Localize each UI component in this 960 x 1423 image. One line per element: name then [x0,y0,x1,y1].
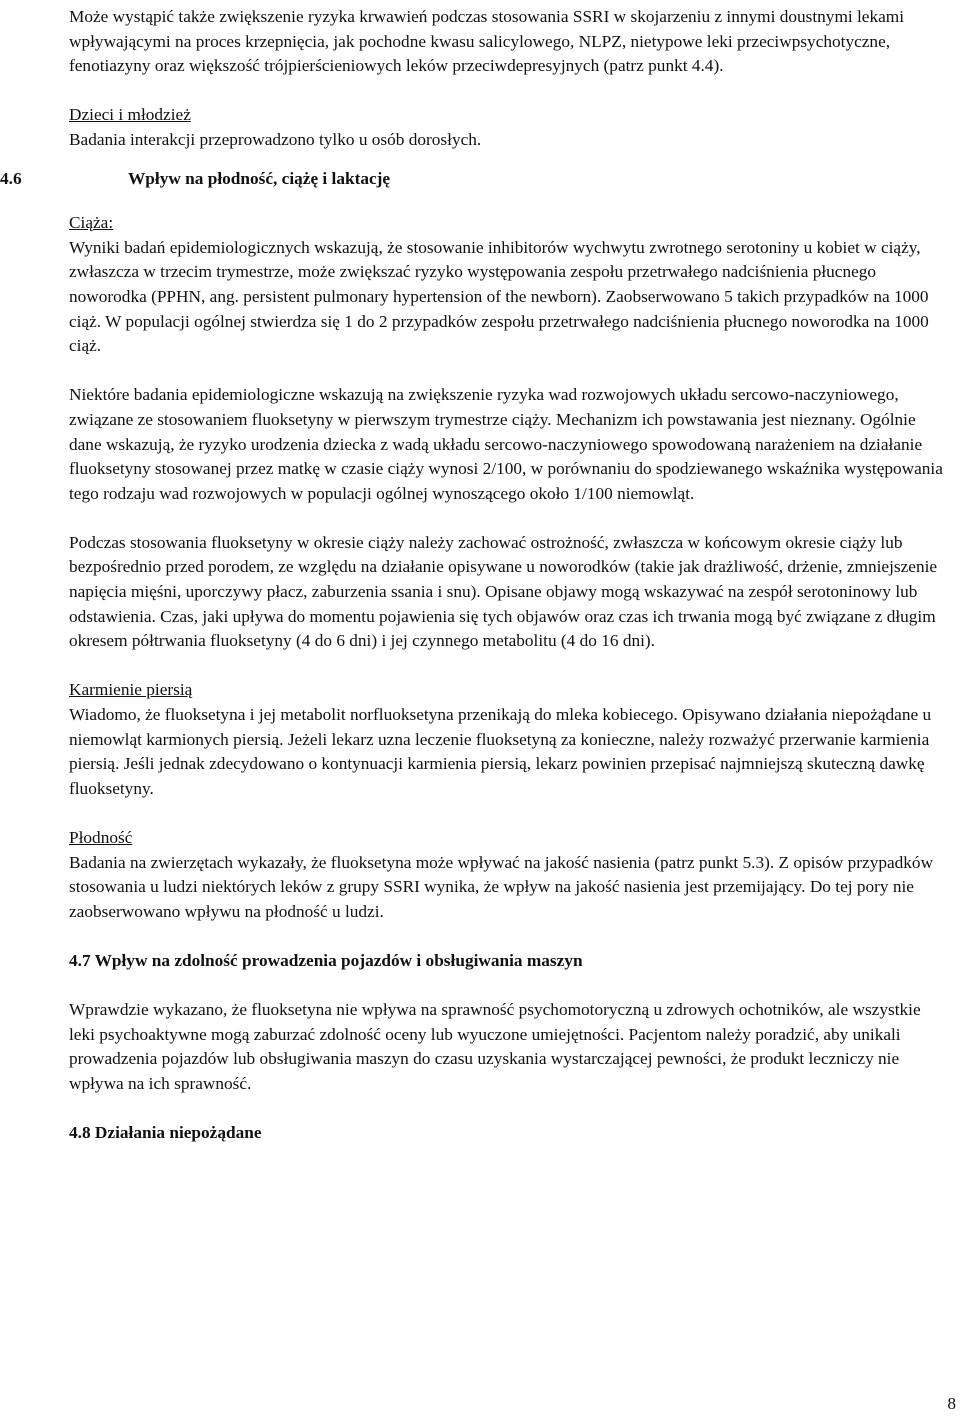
breastfeeding-text: Wiadomo, że fluoksetyna i jej metabolit norfluoksetyna przenikają do mleka kobiecego. Opisywano działania niepożądane u niemowląt karmionych piersią. Jeżeli lekarz uzna leczenie fluoksetyną za konieczne, należy rozważyć przerwanie karmienia piersią. Jeśli jednak zdecydowano o kontynuacji karmienia piersią, lekarz powinien przepisać najmniejszą skuteczną dawkę fluoksetyny. [69,705,932,798]
intro-paragraph: Może wystąpić także zwiększenie ryzyka krwawień podczas stosowania SSRI w skojarzeniu z innymi doustnymi lekami wpływającymi na proces krzepnięcia, jak pochodne kwasu salicylowego, NLPZ, nietypowe leki przeciwpsychotyczne, fenotiazyny oraz większość trójpierścieniowych leków przeciwdepresyjnych (patrz punkt 4.4). [69,7,905,76]
pregnancy-paragraph-2: Niektóre badania epidemiologiczne wskazują na zwiększenie ryzyka wad rozwojowych układu sercowo-naczyniowego, związane ze stosowaniem fluoksetyny w pierwszym trymestrze ciąży. Mechanizm ich powstawania jest nieznany. Ogólnie dane wskazują, że ryzyko urodzenia dziecka z wadą układu sercowo-naczyniowego spowodowaną narażeniem na działanie fluoksetyny stosowanej przez matkę w czasie ciąży wynosi 2/100, w porównaniu do spodziewanego wskaźnika występowania tego rodzaju wad rozwojowych w populacji ogólnej wynoszącego około 1/100 niemowląt. [69,385,943,503]
document-page [0,5,949,1146]
children-heading: Dzieci i młodzież [69,105,191,125]
page-number: 8 [947,1394,956,1414]
breastfeeding-heading: Karmienie piersią [69,680,193,700]
fertility-text: Badania na zwierzętach wykazały, że fluoksetyna może wpływać na jakość nasienia (patrz punkt 5.3). Z opisów przypadków stosowania u ludzi niektórych leków z grupy SSRI wynika, że wpływ na jakość nasienia jest przemijający. Do tej pory nie zaobserwowano wpływu na płodność u ludzi. [69,852,934,921]
children-text: Badania interakcji przeprowadzono tylko u osób dorosłych. [69,129,482,149]
pregnancy-heading: Ciąża: [69,213,114,233]
section-4-7-heading: 4.7 Wpływ na zdolność prowadzenia pojazdów i obsługiwania maszyn [69,950,583,970]
pregnancy-paragraph-3: Podczas stosowania fluoksetyny w okresie ciąży należy zachować ostrożność, zwłaszcza w końcowym okresie ciąży lub bezpośrednio przed porodem, ze względu na działanie opisywane u noworodków (takie jak drażliwość, drżenie, zmniejszenie napięcia mięśni, uporczywy płacz, zaburzenia ssania i snu). Opisane objawy mogą wskazywać na zespół serotoninowy lub odstawienia. Czas, jaki upływa do momentu pojawienia się tych objawów oraz czas ich trwania mogą być związane z długim okresem półtrwania fluoksetyny (4 do 6 dni) i jej czynnego metabolitu (4 do 16 dni). [69,532,938,651]
section-4-6-heading [0,167,949,192]
section-4-8-heading: 4.8 Działania niepożądane [69,1123,262,1143]
fertility-heading: Płodność [69,828,133,847]
section-4-6-title: Wpływ na płodność, ciążę i laktację [128,168,391,188]
section-4-7-text: Wprawdzie wykazano, że fluoksetyna nie wpływa na sprawność psychomotoryczną u zdrowych ochotników, ale wszystkie leki psychoaktywne mogą zaburzać zdolność oceny lub wyuczone umiejętności. Pacjentom należy poradzić, aby unikali prowadzenia pojazdów lub obsługiwania maszyn do czasu uzyskania wystarczającej pewności, że produkt leczniczy nie wpływa na ich sprawność. [69,1000,921,1093]
section-4-6-number: 4.6 [0,168,22,188]
pregnancy-paragraph-1: Wyniki badań epidemiologicznych wskazują, że stosowanie inhibitorów wychwytu zwrotnego serotoniny u kobiet w ciąży, zwłaszcza w trzecim trymestrze, może zwiększać ryzyko występowania zespołu przetrwałego nadciśnienia płucnego noworodka (PPHN, ang. persistent pulmonary hypertension of the newborn). Zaobserwowano 5 takich przypadków na 1000 ciąż. W populacji ogólnej stwierdza się 1 do 2 przypadków zespołu przetrwałego nadciśnienia płucnego noworodka na 1000 ciąż. [69,237,929,356]
